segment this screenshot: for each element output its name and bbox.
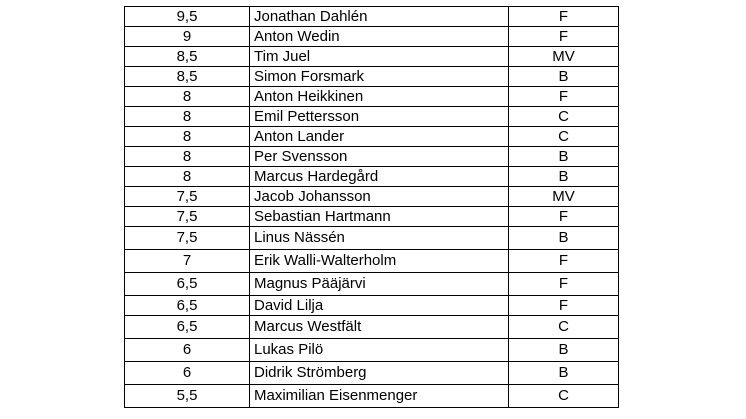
- table-row: [125, 207, 619, 227]
- table-row: [125, 7, 619, 27]
- table-row: [125, 296, 619, 316]
- table-row: [125, 250, 619, 273]
- position-cell: C: [509, 385, 619, 408]
- position-cell: F: [509, 250, 619, 273]
- table-row: [125, 385, 619, 408]
- table-row: [125, 316, 619, 339]
- player-name-cell: Lukas Pilö: [250, 339, 509, 362]
- player-name-cell: David Lilja: [250, 296, 509, 316]
- position-cell: B: [509, 67, 619, 87]
- player-name-cell: Sebastian Hartmann: [250, 207, 509, 227]
- table-row: [125, 27, 619, 47]
- table-row: [125, 273, 619, 296]
- player-name-cell: Per Svensson: [250, 147, 509, 167]
- position-cell: B: [509, 167, 619, 187]
- table-row: [125, 187, 619, 207]
- player-name-cell: Linus Nässén: [250, 227, 509, 250]
- table-row: [125, 67, 619, 87]
- rating-cell: 9,5: [125, 7, 250, 27]
- position-cell: F: [509, 27, 619, 47]
- rating-cell: 7,5: [125, 207, 250, 227]
- rating-cell: 7: [125, 250, 250, 273]
- table-row: [125, 127, 619, 147]
- player-name-cell: Marcus Westfält: [250, 316, 509, 339]
- position-cell: MV: [509, 47, 619, 67]
- player-rating-table-body: [125, 7, 619, 408]
- rating-cell: 8: [125, 87, 250, 107]
- rating-cell: 7,5: [125, 227, 250, 250]
- player-name-cell: Simon Forsmark: [250, 67, 509, 87]
- rating-cell: 6,5: [125, 273, 250, 296]
- position-cell: B: [509, 227, 619, 250]
- table-row: [125, 107, 619, 127]
- position-cell: F: [509, 7, 619, 27]
- rating-cell: 8,5: [125, 67, 250, 87]
- player-name-cell: Maximilian Eisenmenger: [250, 385, 509, 408]
- position-cell: MV: [509, 187, 619, 207]
- position-cell: B: [509, 147, 619, 167]
- rating-cell: 7,5: [125, 187, 250, 207]
- position-cell: F: [509, 273, 619, 296]
- position-cell: C: [509, 107, 619, 127]
- player-name-cell: Marcus Hardegård: [250, 167, 509, 187]
- player-rating-table: [124, 6, 619, 408]
- player-name-cell: Tim Juel: [250, 47, 509, 67]
- player-name-cell: Magnus Pääjärvi: [250, 273, 509, 296]
- position-cell: F: [509, 87, 619, 107]
- rating-cell: 6: [125, 362, 250, 385]
- table-row: [125, 87, 619, 107]
- rating-cell: 5,5: [125, 385, 250, 408]
- table-row: [125, 47, 619, 67]
- player-name-cell: Anton Wedin: [250, 27, 509, 47]
- position-cell: F: [509, 207, 619, 227]
- player-name-cell: Didrik Strömberg: [250, 362, 509, 385]
- position-cell: B: [509, 362, 619, 385]
- position-cell: C: [509, 127, 619, 147]
- rating-cell: 9: [125, 27, 250, 47]
- position-cell: C: [509, 316, 619, 339]
- player-name-cell: Anton Lander: [250, 127, 509, 147]
- table-row: [125, 147, 619, 167]
- rating-cell: 8: [125, 147, 250, 167]
- player-name-cell: Emil Pettersson: [250, 107, 509, 127]
- player-name-cell: Anton Heikkinen: [250, 87, 509, 107]
- table-row: [125, 362, 619, 385]
- rating-cell: 8: [125, 107, 250, 127]
- table-row: [125, 339, 619, 362]
- player-name-cell: Jacob Johansson: [250, 187, 509, 207]
- player-name-cell: Erik Walli-Walterholm: [250, 250, 509, 273]
- player-name-cell: Jonathan Dahlén: [250, 7, 509, 27]
- rating-cell: 8: [125, 167, 250, 187]
- rating-cell: 6,5: [125, 296, 250, 316]
- rating-cell: 8: [125, 127, 250, 147]
- position-cell: B: [509, 339, 619, 362]
- rating-cell: 6: [125, 339, 250, 362]
- rating-cell: 6,5: [125, 316, 250, 339]
- rating-cell: 8,5: [125, 47, 250, 67]
- table-row: [125, 167, 619, 187]
- table-row: [125, 227, 619, 250]
- position-cell: F: [509, 296, 619, 316]
